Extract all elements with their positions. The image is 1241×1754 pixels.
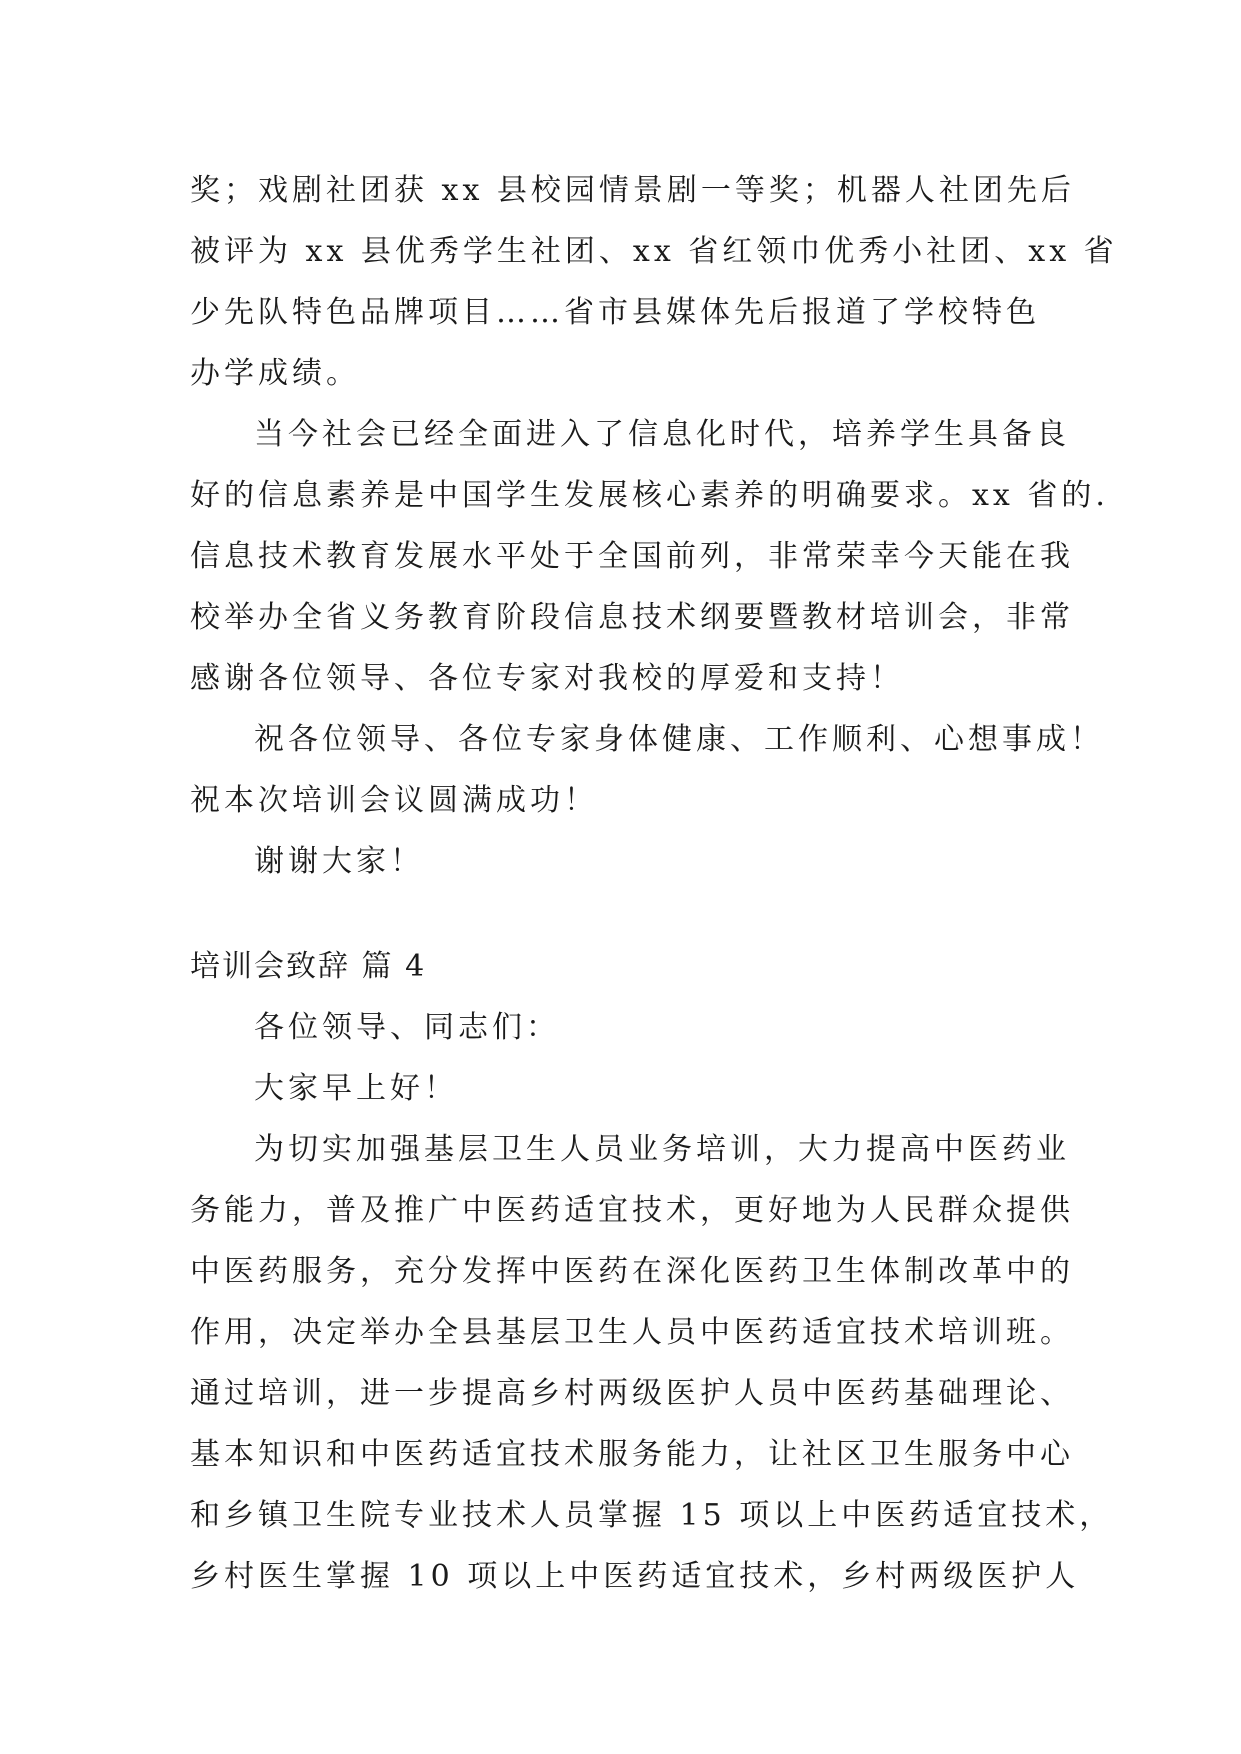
section-gap xyxy=(190,892,1050,936)
text-line: 奖；戏剧社团获 xx 县校园情景剧一等奖；机器人社团先后 xyxy=(190,173,1075,208)
text-line: 基本知识和中医药适宜技术服务能力，让社区卫生服务中心 xyxy=(190,1437,1074,1472)
text-line: 好的信息素养是中国学生发展核心素养的明确要求。xx 省的. xyxy=(190,478,1109,513)
text-line: 乡村医生掌握 10 项以上中医药适宜技术，乡村两级医护人 xyxy=(190,1559,1080,1594)
paragraph-first-line: 谢谢大家！ xyxy=(254,844,424,879)
text-line: 信息技术教育发展水平处于全国前列，非常荣幸今天能在我 xyxy=(190,539,1074,574)
text-line: 少先队特色品牌项目……省市县媒体先后报道了学校特色 xyxy=(190,295,1040,330)
text-line: 校举办全省义务教育阶段信息技术纲要暨教材培训会，非常 xyxy=(190,600,1074,635)
text-line: 通过培训，进一步提高乡村两级医护人员中医药基础理论、 xyxy=(190,1376,1074,1411)
text-line: 中医药服务，充分发挥中医药在深化医药卫生体制改革中的 xyxy=(190,1254,1074,1289)
section-heading: 培训会致辞 篇 4 xyxy=(190,949,427,984)
text-line: 感谢各位领导、各位专家对我校的厚爱和支持！ xyxy=(190,661,904,696)
text-line: 办学成绩。 xyxy=(190,356,360,391)
greeting: 大家早上好！ xyxy=(254,1071,458,1106)
text-line: 作用，决定举办全县基层卫生人员中医药适宜技术培训班。 xyxy=(190,1315,1074,1350)
document-body xyxy=(190,160,1118,1607)
text-line: 祝本次培训会议圆满成功！ xyxy=(190,783,598,818)
paragraph-first-line: 当今社会已经全面进入了信息化时代，培养学生具备良 xyxy=(254,417,1070,452)
text-line: 务能力，普及推广中医药适宜技术，更好地为人民群众提供 xyxy=(190,1193,1074,1228)
salutation: 各位领导、同志们： xyxy=(254,1010,560,1045)
text-line: 被评为 xx 县优秀学生社团、xx 省红领巾优秀小社团、xx 省 xyxy=(190,234,1118,269)
paragraph-first-line: 祝各位领导、各位专家身体健康、工作顺利、心想事成！ xyxy=(254,722,1104,757)
paragraph-first-line: 为切实加强基层卫生人员业务培训，大力提高中医药业 xyxy=(254,1132,1070,1167)
text-line: 和乡镇卫生院专业技术人员掌握 15 项以上中医药适宜技术， xyxy=(190,1498,1114,1533)
